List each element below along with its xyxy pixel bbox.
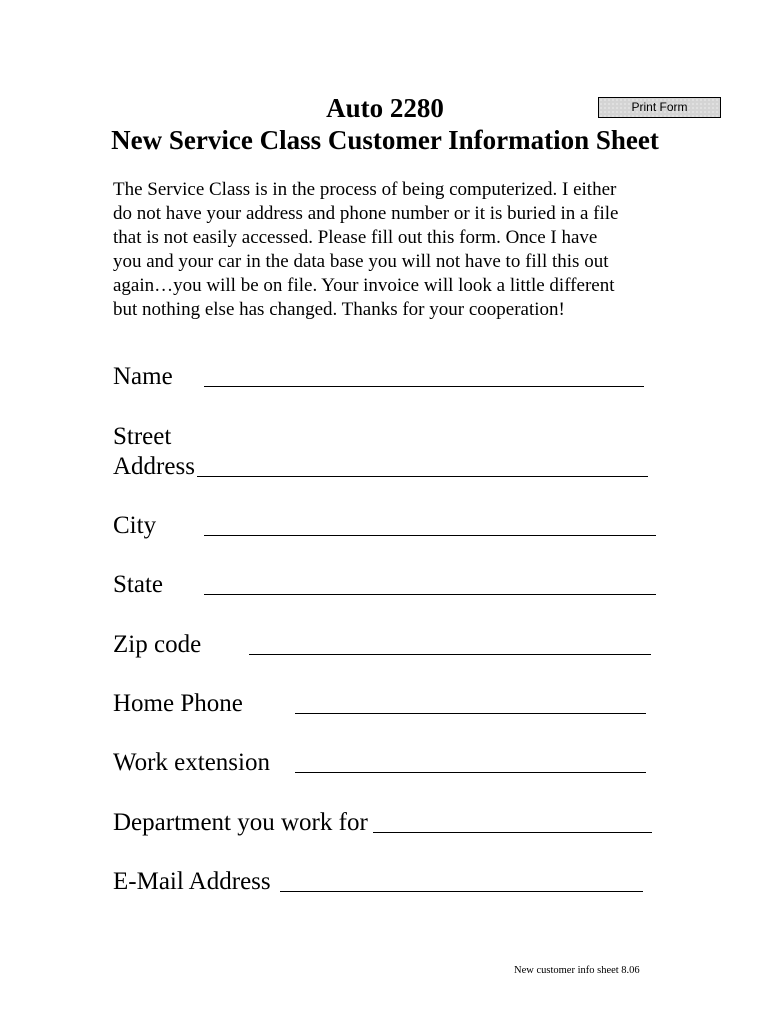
department-field[interactable] [373, 832, 652, 833]
department-label: Department you work for [113, 809, 368, 836]
intro-line: you and your car in the data base you will not have to fill this out [113, 251, 609, 272]
intro-line: that is not easily accessed. Please fill out this form. Once I have [113, 227, 598, 248]
footer-note: New customer info sheet 8.06 [514, 965, 640, 976]
intro-line: do not have your address and phone number or it is buried in a file [113, 203, 619, 224]
name-label: Name [113, 363, 173, 390]
state-field[interactable] [204, 594, 656, 595]
address-label: Address [113, 453, 195, 480]
email-field[interactable] [280, 891, 643, 892]
document-title: Auto 2280 [326, 93, 444, 123]
street-address-field[interactable] [197, 476, 648, 477]
zip-code-label: Zip code [113, 631, 202, 658]
document-subtitle: New Service Class Customer Information Sheet [111, 125, 659, 155]
home-phone-label: Home Phone [113, 690, 243, 717]
intro-line: The Service Class is in the process of being computerized. I either [113, 179, 617, 200]
email-label: E-Mail Address [113, 868, 271, 895]
work-extension-field[interactable] [295, 772, 646, 773]
work-extension-label: Work extension [113, 749, 270, 776]
city-label: City [113, 512, 157, 539]
print-form-button[interactable]: Print Form [598, 97, 721, 118]
state-label: State [113, 571, 163, 598]
street-label: Street [113, 423, 172, 450]
intro-paragraph [113, 178, 673, 322]
city-field[interactable] [204, 535, 656, 536]
name-field[interactable] [204, 386, 644, 387]
intro-line: but nothing else has changed. Thanks for your cooperation! [113, 299, 565, 320]
home-phone-field[interactable] [295, 713, 646, 714]
zip-code-field[interactable] [249, 654, 651, 655]
intro-line: again…you will be on file. Your invoice will look a little different [113, 275, 615, 296]
